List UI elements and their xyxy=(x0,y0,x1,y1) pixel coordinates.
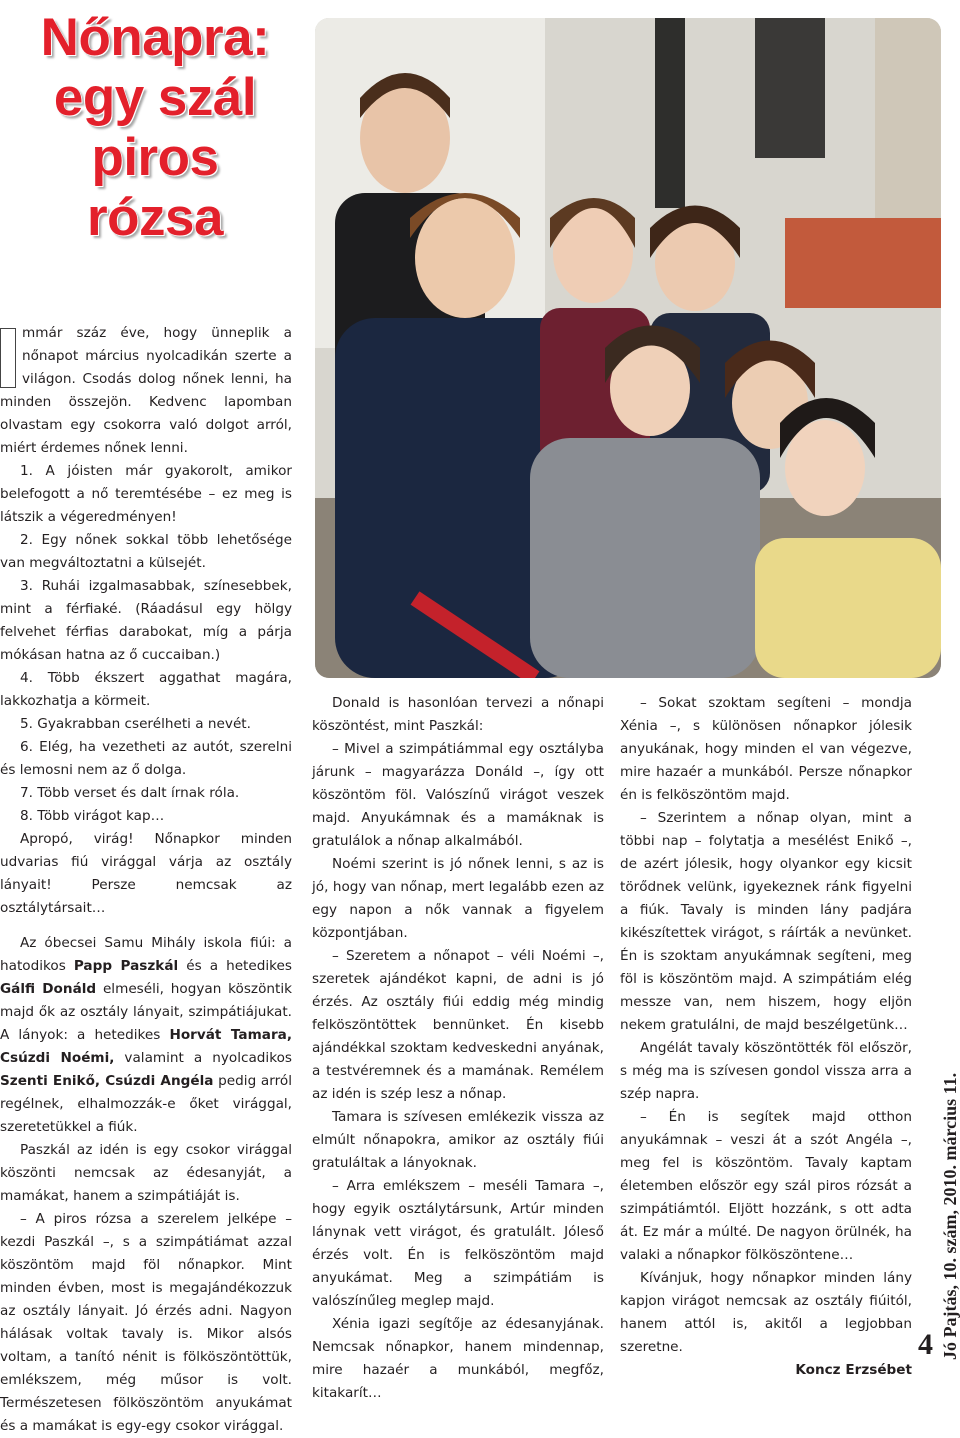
paragraph: mmár száz éve, hogy ünneplik a nőnapot március nyolcadikán szerte a világon. Csodás dolog nőnek lenni, ha minden összejön. Kedvenc lapomban olvastam egy csokorra való dolgot arról, miért érdemes nőnek lenni. xyxy=(0,325,292,456)
paragraph: Paszkál az idén is egy csokor virággal köszönti nemcsak az édesanyját, a mamákat, hanem a szimpátiáját is. xyxy=(0,1142,292,1204)
paragraph: Angélát tavaly köszöntötték föl először, s még ma is szívesen gondol vissza arra a szép napra. xyxy=(620,1040,912,1102)
article-title xyxy=(10,8,300,248)
paragraph: 4. Több ékszert aggathat magára, lakkozhatja a körmeit. xyxy=(0,670,292,709)
photo-illustration xyxy=(315,18,941,678)
text-span: valamint a nyolcadikos xyxy=(114,1050,292,1066)
name-bold: Papp Paszkál xyxy=(73,958,179,974)
group-photo xyxy=(315,18,941,678)
paragraph: 6. Elég, ha vezetheti az autót, szerelni és lemosni nem az ő dolga. xyxy=(0,739,292,778)
paragraph: Xénia igazi segítője az édesanyjának. Nemcsak nőnapkor, hanem mindennap, mire hazaér a munkából, megfőz, kitakarít… xyxy=(312,1316,604,1401)
paragraph: 8. Több virágot kap… xyxy=(20,808,165,824)
paragraph: – A piros rózsa a szerelem jelképe – kezdi Paszkál –, s a szimpátiámat azzal köszöntöm majd föl nőnapkor. Mint minden évben, most is megajándékozzuk az osztály lányait. Jó érzés adni. Nagyon hálásak voltak tavaly is. Mikor alsós voltam, a tanító nénit is fölköszöntöttük, emlékszem, még műsor is volt. Természetesen fölköszöntöm anyukámat és a mamákat is egy-egy csokor virággal. xyxy=(0,1211,292,1434)
name-bold: Gálfi Donáld xyxy=(0,981,97,997)
paragraph: – Mivel a szimpátiámmal egy osztályba járunk – magyarázza Donáld –, így ott köszöntöm föl. Valószínű virágot veszek majd. Anyukámnak és a mamáknak is gratulálok a nőnap alkalmából. xyxy=(312,741,604,849)
name-bold: Horvát Tamara, Csúzdi Noémi, xyxy=(0,1027,292,1066)
paragraph: – Én is segítek majd otthon anyukámnak – veszi át a szót Angéla –, meg fel is köszöntöm. Tavaly kaptam életemben először egy szál piros rózsát a szimpátiámtól. Eljött hozzánk, s ott adta át. Ez már a múlté. De nagyon örülnék, ha valaki a nőnapkor fölköszöntene… xyxy=(620,1109,912,1263)
article-column-1 xyxy=(0,322,292,1438)
paragraph: 3. Ruhái izgalmasabbak, színesebbek, mint a férfiaké. (Ráadásul egy hölgy felvehet férfias darabokat, míg a párja mókásan hatna az ő cuccaiban.) xyxy=(0,578,292,663)
paragraph: – Arra emlékszem – meséli Tamara –, hogy egyik osztálytársunk, Artúr minden lánynak vett virágot, és gratulált. Jóleső érzés volt. Én is felköszöntöm majd anyukámat. Meg a szimpátiám is valószínűleg meglep majd. xyxy=(312,1178,604,1309)
title-line: egy szál xyxy=(53,68,257,127)
paragraph: 1. A jóisten már gyakorolt, amikor belefogott a nő teremtésébe – ez meg is látszik a végeredményen! xyxy=(0,463,292,525)
drop-cap-frame xyxy=(0,328,16,388)
paragraph: – Szeretem a nőnapot – véli Noémi –, szeretek ajándékot kapni, de adni is jó érzés. Az osztály fiúi eddig még mindig felköszöntöttek bennünket. Én kisebb ajándékkal szoktam kedveskedni anyának, a testvéremnek és a mamának. Remélem az idén is szép lesz a nőnap. xyxy=(312,948,604,1102)
article-column-2 xyxy=(312,692,604,1405)
paragraph: 2. Egy nőnek sokkal több lehetősége van megváltoztatni a külsejét. xyxy=(0,532,292,571)
paragraph: 5. Gyakrabban cserélheti a nevét. xyxy=(20,716,251,732)
publication-info: Jó Pajtás, 10. szám, 2010. március 11. xyxy=(940,1072,960,1360)
paragraph: Noémi szerint is jó nőnek lenni, s az is jó, hogy van nőnap, mert legalább ezen az egy napon a nők vannak a figyelem központjában. xyxy=(312,856,604,941)
paragraph: Donald is hasonlóan tervezi a nőnapi köszöntést, mint Paszkál: xyxy=(312,695,604,734)
page-number: 4 xyxy=(918,1328,933,1361)
author-byline: Koncz Erzsébet xyxy=(795,1362,912,1378)
title-line: rózsa xyxy=(87,188,223,247)
paragraph: – Sokat szoktam segíteni – mondja Xénia –, s különösen nőnapkor jólesik anyukának, hogy minden el van végezve, mire hazaér a munkából. Persze nőnapkor én is felköszöntöm majd. xyxy=(620,695,912,803)
name-bold: Szenti Enikő, Csúzdi Angéla xyxy=(0,1073,214,1089)
publication-sidebar xyxy=(920,990,960,1360)
title-line: Nőnapra: xyxy=(40,8,270,67)
text-span: pedig arról regélnek, elhalmozzák-e őket virággal, szeretetükkel a fiúk. xyxy=(0,1073,292,1135)
paragraph: 7. Több verset és dalt írnak róla. xyxy=(20,785,240,801)
paragraph xyxy=(0,932,292,1139)
paragraph: Kívánjuk, hogy nőnapkor minden lány kapjon virágot nemcsak az osztály fiúitól, hanem attól is, akitől a legjobban szeretne. xyxy=(620,1270,912,1355)
text-span: elmeséli, hogyan köszöntik majd ők az osztály lányait, szimpátiájukat. A lányok: a hetedikes xyxy=(0,981,292,1043)
article-column-3 xyxy=(620,692,912,1382)
text-span: Az óbecsei Samu Mihály iskola fiúi: a hatodikos xyxy=(0,935,292,974)
paragraph: Tamara is szívesen emlékezik vissza az elmúlt nőnapokra, amikor az osztály fiúi gratuláltak a lányoknak. xyxy=(312,1109,604,1171)
paragraph: Apropó, virág! Nőnapkor minden udvarias fiú virággal várja az osztály lányait! Persze nemcsak az osztálytársait… xyxy=(0,831,292,916)
text-span: és a hetedikes xyxy=(178,958,292,974)
title-line: piros xyxy=(91,128,219,187)
paragraph: – Szerintem a nőnap olyan, mint a többi nap – folytatja a mesélést Enikő –, de azért jólesik, hogy olyankor egy kicsit törődnek velünk, igyekeznek ránk figyelni a fiúk. Tavaly is minden lány padjára kikészítettek virágot, s ráírták a nevünket. Én is szoktam anyukámnak segíteni, meg föl is köszöntöm majd. A szimpátiám elég messze van, nem hiszem, hogy eljön nekem gratulálni, de majd beszélgetünk… xyxy=(620,810,912,1033)
